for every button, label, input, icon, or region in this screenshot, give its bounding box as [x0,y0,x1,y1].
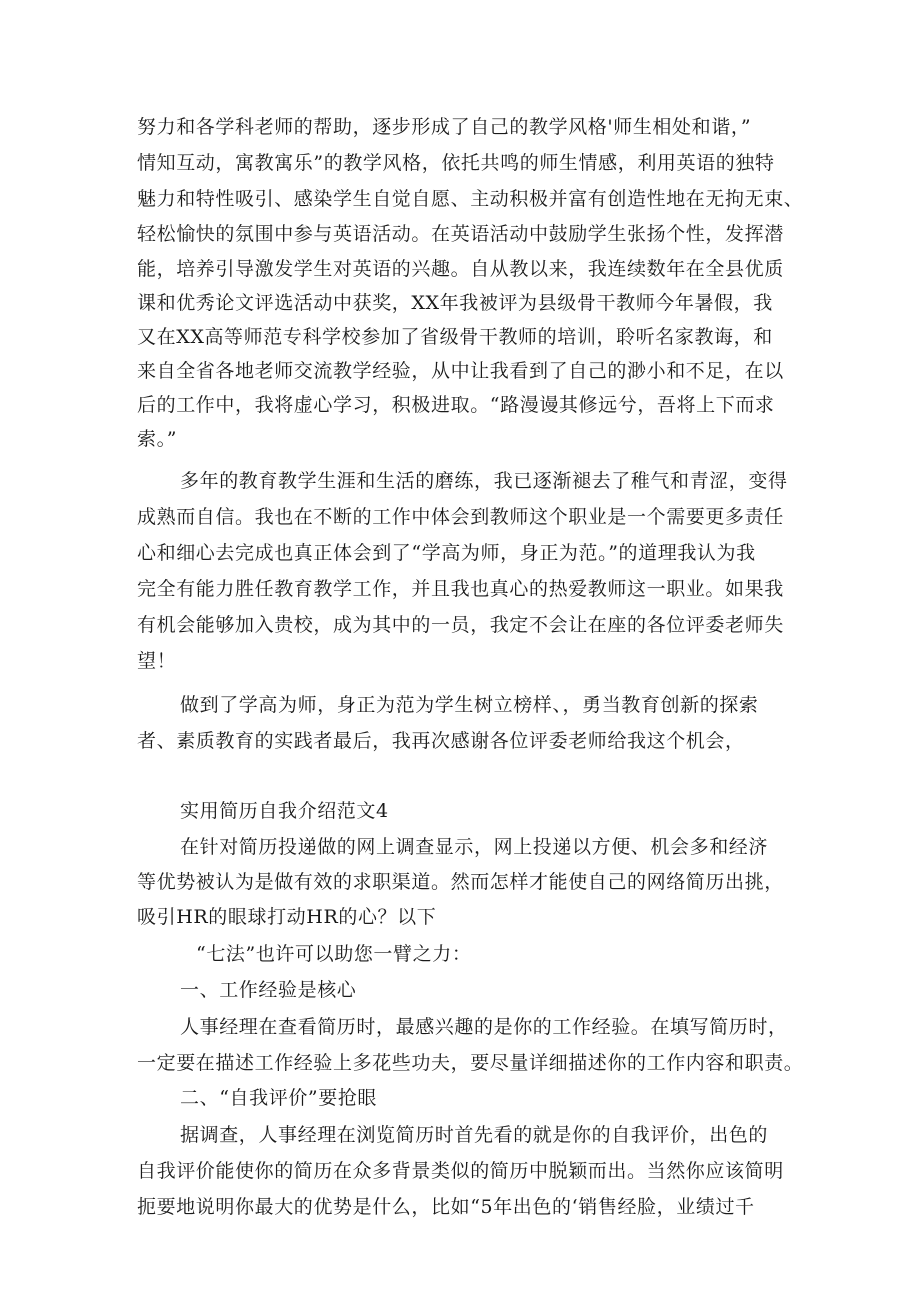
paragraph-line: 人事经理在查看简历时，最感兴趣的是你的工作经验。在填写简历时， [180,1016,788,1038]
paragraph-line: 心和细心去完成也真正体会到了“学高为师，身正为范。”的道理我认为我 [137,542,756,564]
paragraph-line: 魅力和特性吸引、感染学生自觉自愿、主动积极并富有创造性地在无拘无束、 [137,188,804,210]
paragraph-line: 又在XX高等师范专科学校参加了省级骨干教师的培训，聆听名家教诲，和 [137,326,773,348]
paragraph-line: 努力和各学科老师的帮助，逐步形成了自己的教学风格'师生相处和谐，” [137,116,752,138]
paragraph-line: 完全有能力胜任教育教学工作，并且我也真心的热爱教师这一职业。如果我 [137,578,784,600]
paragraph-line: “七法”也许可以助您一臂之力： [196,943,472,965]
paragraph-line: 做到了学高为师，身正为范为学生树立榜样、，勇当教育创新的探索 [180,694,759,716]
paragraph-line: 望！ [137,650,177,672]
paragraph-line: 扼要地说明你最大的优势是什么，比如“5年出色的‘销售经脸，业绩过千 [137,1196,755,1218]
paragraph-line: 自我评价能使你的简历在众多背景类似的简历中脱颖而出。当然你应该简明 [137,1160,784,1182]
section-heading: 二、“自我评价”要抢眼 [180,1087,378,1109]
paragraph-line: 一定要在描述工作经验上多花些功夫，要尽量详细描述你的工作内容和职责。 [137,1052,804,1074]
paragraph-line: 轻松愉快的氛围中参与英语活动。在英语活动中鼓励学生张扬个性，发挥潜 [137,223,784,245]
paragraph-line: 来自全省各地老师交流教学经验，从中让我看到了自己的渺小和不足，在以 [137,360,784,382]
section-title: 实用简历自我介绍范文4 [180,800,389,822]
section-heading: 一、工作经验是核心 [180,979,357,1001]
paragraph-line: 情知互动，寓教寓乐”的教学风格，依托共鸣的师生情感，利用英语的独特 [137,152,775,174]
paragraph-line: 成熟而自信。我也在不断的工作中体会到教师这个职业是一个需要更多责任 [137,506,784,528]
paragraph-line: 在针对简历投递做的网上调查显示，网上投递以方便、机会多和经济 [180,836,769,858]
paragraph-line: 者、素质教育的实践者最后，我再次感谢各位评委老师给我这个机会， [137,730,745,752]
paragraph-line: 等优势被认为是做有效的求职渠道。然而怎样才能使自己的网络简历出挑， [137,871,784,893]
paragraph-line: 多年的教育教学生涯和生活的磨练，我已逐渐褪去了稚气和青涩，变得 [180,470,788,492]
paragraph-line: 吸引HR的眼球打动HR的心？以下 [137,906,437,928]
paragraph-line: 后的工作中，我将虚心学习，积极进取。“路漫谩其修远兮，吾将上下而求 [137,394,775,416]
paragraph-line: 索。” [137,428,178,450]
paragraph-line: 课和优秀论文评选活动中获奖，XX年我被评为县级骨干教师今年暑假，我 [137,292,773,314]
paragraph-line: 能，培养引导激发学生对英语的兴趣。自从教以来，我连续数年在全县优质 [137,258,784,280]
paragraph-line: 有机会能够加入贵校，成为其中的一员，我定不会让在座的各位评委老师失 [137,614,784,636]
paragraph-line: 据调查，人事经理在浏览简历时首先看的就是你的自我评价，出色的 [180,1124,769,1146]
